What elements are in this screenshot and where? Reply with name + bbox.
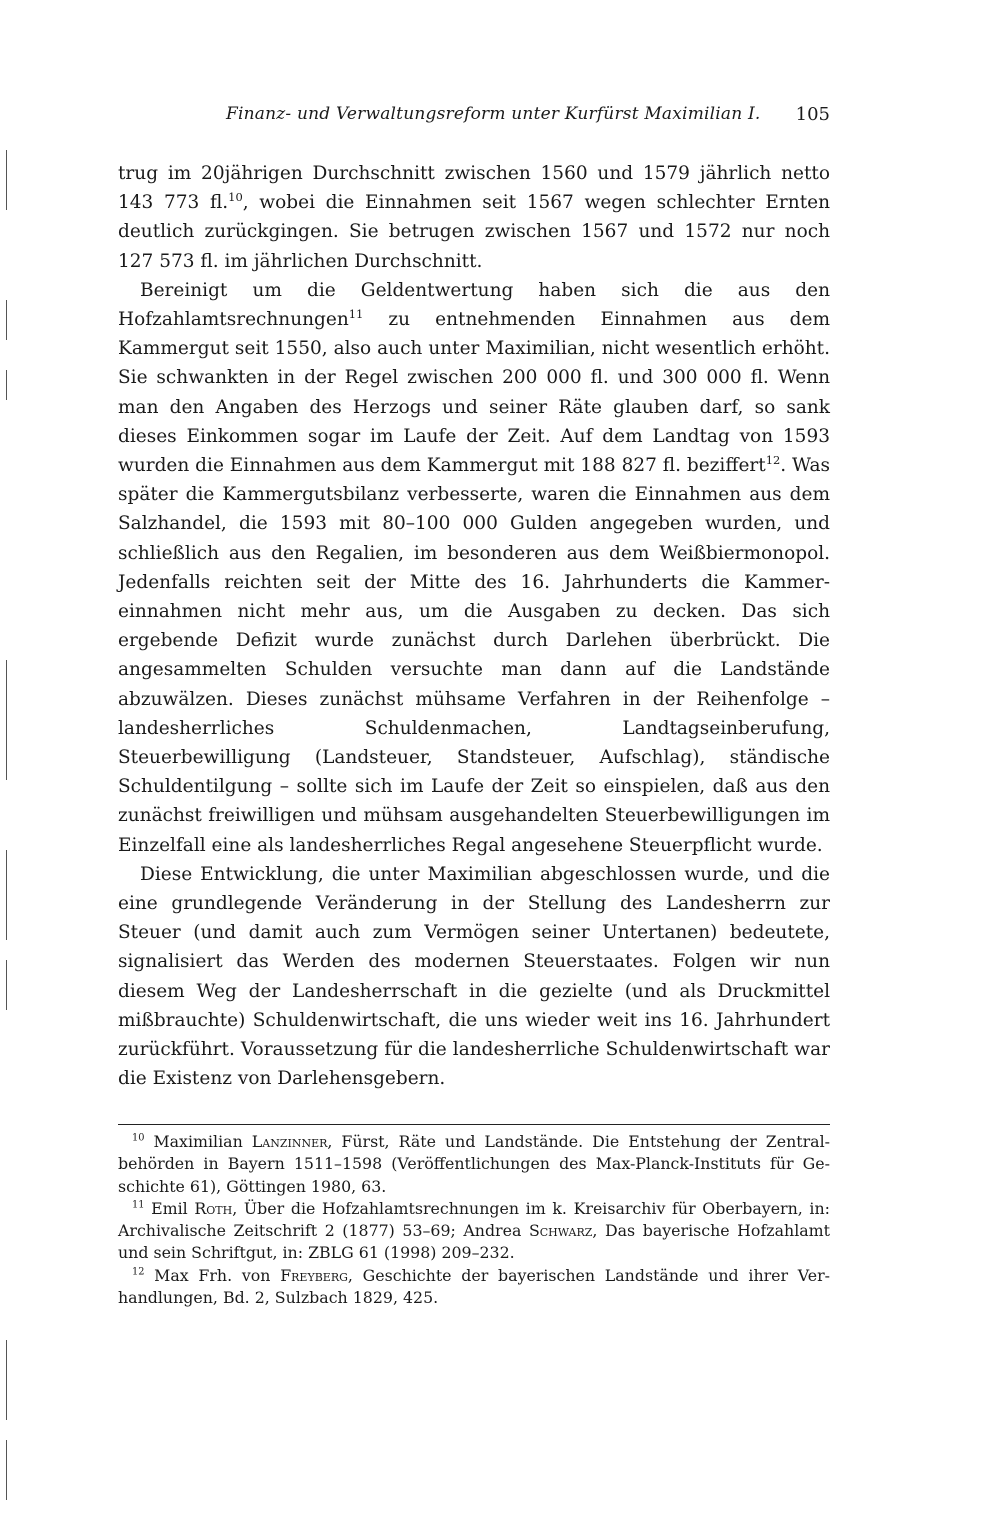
footnote-text: Emil bbox=[144, 1198, 195, 1218]
scan-edge-mark bbox=[6, 960, 7, 1010]
scan-edge-mark bbox=[6, 1340, 7, 1420]
scan-edge-mark bbox=[6, 370, 7, 400]
paragraph-3: Diese Entwicklung, die unter Maximilian abgeschlossen wurde, und die eine grundlegende Veränderung in der Stellung des Landesherrn zur Steuer (und damit auch zum Vermögen seiner Untertanen) bedeutete, signalisiert das Werden des modernen Steuerstaates. Folgen wir nun diesem Weg der Landesherrschaft in die gezielte (und als Druckmittel mißbrauchte) Schuldenwirtschaft, die uns wieder weit ins 16. Jahrhundert zurückführt. Voraussetzung für die landesherrliche Schuldenwirtschaft war die Existenz von Darlehensgebern. bbox=[118, 863, 830, 1090]
body-text bbox=[118, 159, 830, 1094]
paragraph-text: Bereinigt um die Geldentwertung haben sich die aus den Hofzahlamtsrechnungen bbox=[118, 279, 830, 331]
footnote-text: Max Frh. von bbox=[144, 1265, 281, 1285]
page-number: 105 bbox=[795, 104, 830, 125]
footnote-number: 10 bbox=[132, 1132, 145, 1144]
paragraph-1 bbox=[118, 159, 830, 276]
running-header bbox=[118, 104, 830, 134]
footnote-11 bbox=[118, 1198, 830, 1265]
footnote-10 bbox=[118, 1131, 830, 1198]
footnote-text: , Fürst, Räte und Landstände. Die Entstehung der Zentralbehörden in Bayern 1511–1598 (Veröffentlichungen des Max-Planck-Instituts für Geschichte 61), Göttingen 1980, 63. bbox=[118, 1132, 830, 1196]
footnote-divider bbox=[118, 1124, 830, 1125]
paragraph-2 bbox=[118, 276, 830, 860]
paragraph-text: . Was später die Kammergutsbilanz verbesserte, waren die Einnahmen aus dem Salzhandel, die 1593 mit 80–100 000 Gulden angegeben wurden, und schließlich aus den Regalien, im besonderen aus dem Weißbiermonopol. Jedenfalls reichten seit der Mitte des 16. Jahrhunderts die Kammereinnahmen nicht mehr aus, um die Ausgaben zu decken. Das sich ergebende Defizit wurde zunächst durch Darlehen überbrückt. Die angesammelten Schulden versuchte man dann auf die Landstände abzuwälzen. Dieses zunächst mühsame Verfahren in der Reihenfolge – landesherrliches Schuldenmachen, Landtagseinberufung, Steuerbewilligung (Landsteuer, Standsteuer, Aufschlag), ständische Schuldentilgung – sollte sich im Laufe der Zeit so einspielen, daß aus den zunächst freiwilligen und mühsam ausgehandelten Steuerbewilligungen im Einzelfall eine als landesherrliches Regal angesehene Steuerpflicht wurde. bbox=[118, 455, 830, 856]
footnotes bbox=[118, 1131, 830, 1309]
scan-edge-mark bbox=[6, 850, 7, 940]
footnote-text: Maximilian bbox=[144, 1132, 252, 1151]
scan-edge-mark bbox=[6, 1440, 7, 1500]
footnote-author: Roth bbox=[194, 1198, 233, 1218]
running-title: Finanz- und Verwaltungsreform unter Kurfürst Maximilian I. bbox=[226, 104, 761, 124]
footnote-number: 12 bbox=[132, 1266, 145, 1278]
scan-edge-mark bbox=[6, 660, 7, 780]
footnote-ref-11[interactable]: 11 bbox=[348, 306, 364, 321]
paragraph-text: trug im 20jährigen Durchschnitt zwischen 1560 und 1579 jährlich netto 143 773 fl. bbox=[118, 163, 830, 214]
footnote-author: Lanzinner bbox=[251, 1132, 328, 1151]
scan-edge-mark bbox=[6, 300, 7, 340]
footnote-text: , Das bayerische Hofzahlamt und sein Schriftgut, in: ZBLG 61 (1998) 209–232. bbox=[118, 1221, 830, 1263]
footnote-author: Freyberg bbox=[280, 1265, 348, 1285]
footnote-text: , Geschichte der bayerischen Landstände und ihrer Verhandlungen, Bd. 2, Sulzbach 1829, 425. bbox=[118, 1265, 830, 1308]
scan-edge-mark bbox=[6, 150, 7, 210]
footnote-ref-12[interactable]: 12 bbox=[765, 452, 781, 467]
footnote-ref-10[interactable]: 10 bbox=[228, 190, 243, 205]
footnote-12 bbox=[118, 1265, 830, 1310]
footnote-text: , Über die Hofzahlamtsrechnungen im k. Kreisarchiv für Oberbayern, in: Archivalische Zeitschrift 2 (1877) 53–69; Andrea bbox=[118, 1198, 830, 1241]
footnote-author: Schwarz bbox=[528, 1221, 593, 1241]
paragraph-text: zu entnehmenden Einnahmen aus dem Kammergut seit 1550, also auch unter Maximilian, nicht wesentlich erhöht. Sie schwankten in der Regel zwischen 200 000 fl. und 300 000 fl. Wenn man den Angaben des Herzogs und seiner Räte glauben darf, so sank dieses Einkommen sogar im Laufe der Zeit. Auf dem Landtag von 1593 wurden die Einnahmen aus dem Kammergut mit 188 827 fl. beziffert bbox=[118, 309, 830, 477]
footnote-number: 11 bbox=[132, 1199, 145, 1211]
paragraph-text: , wobei die Einnahmen seit 1567 wegen schlechter Ernten deutlich zurückgingen. Sie betrugen zwischen 1567 und 1572 nur noch 127 573 fl. im jährlichen Durchschnitt. bbox=[118, 192, 830, 272]
